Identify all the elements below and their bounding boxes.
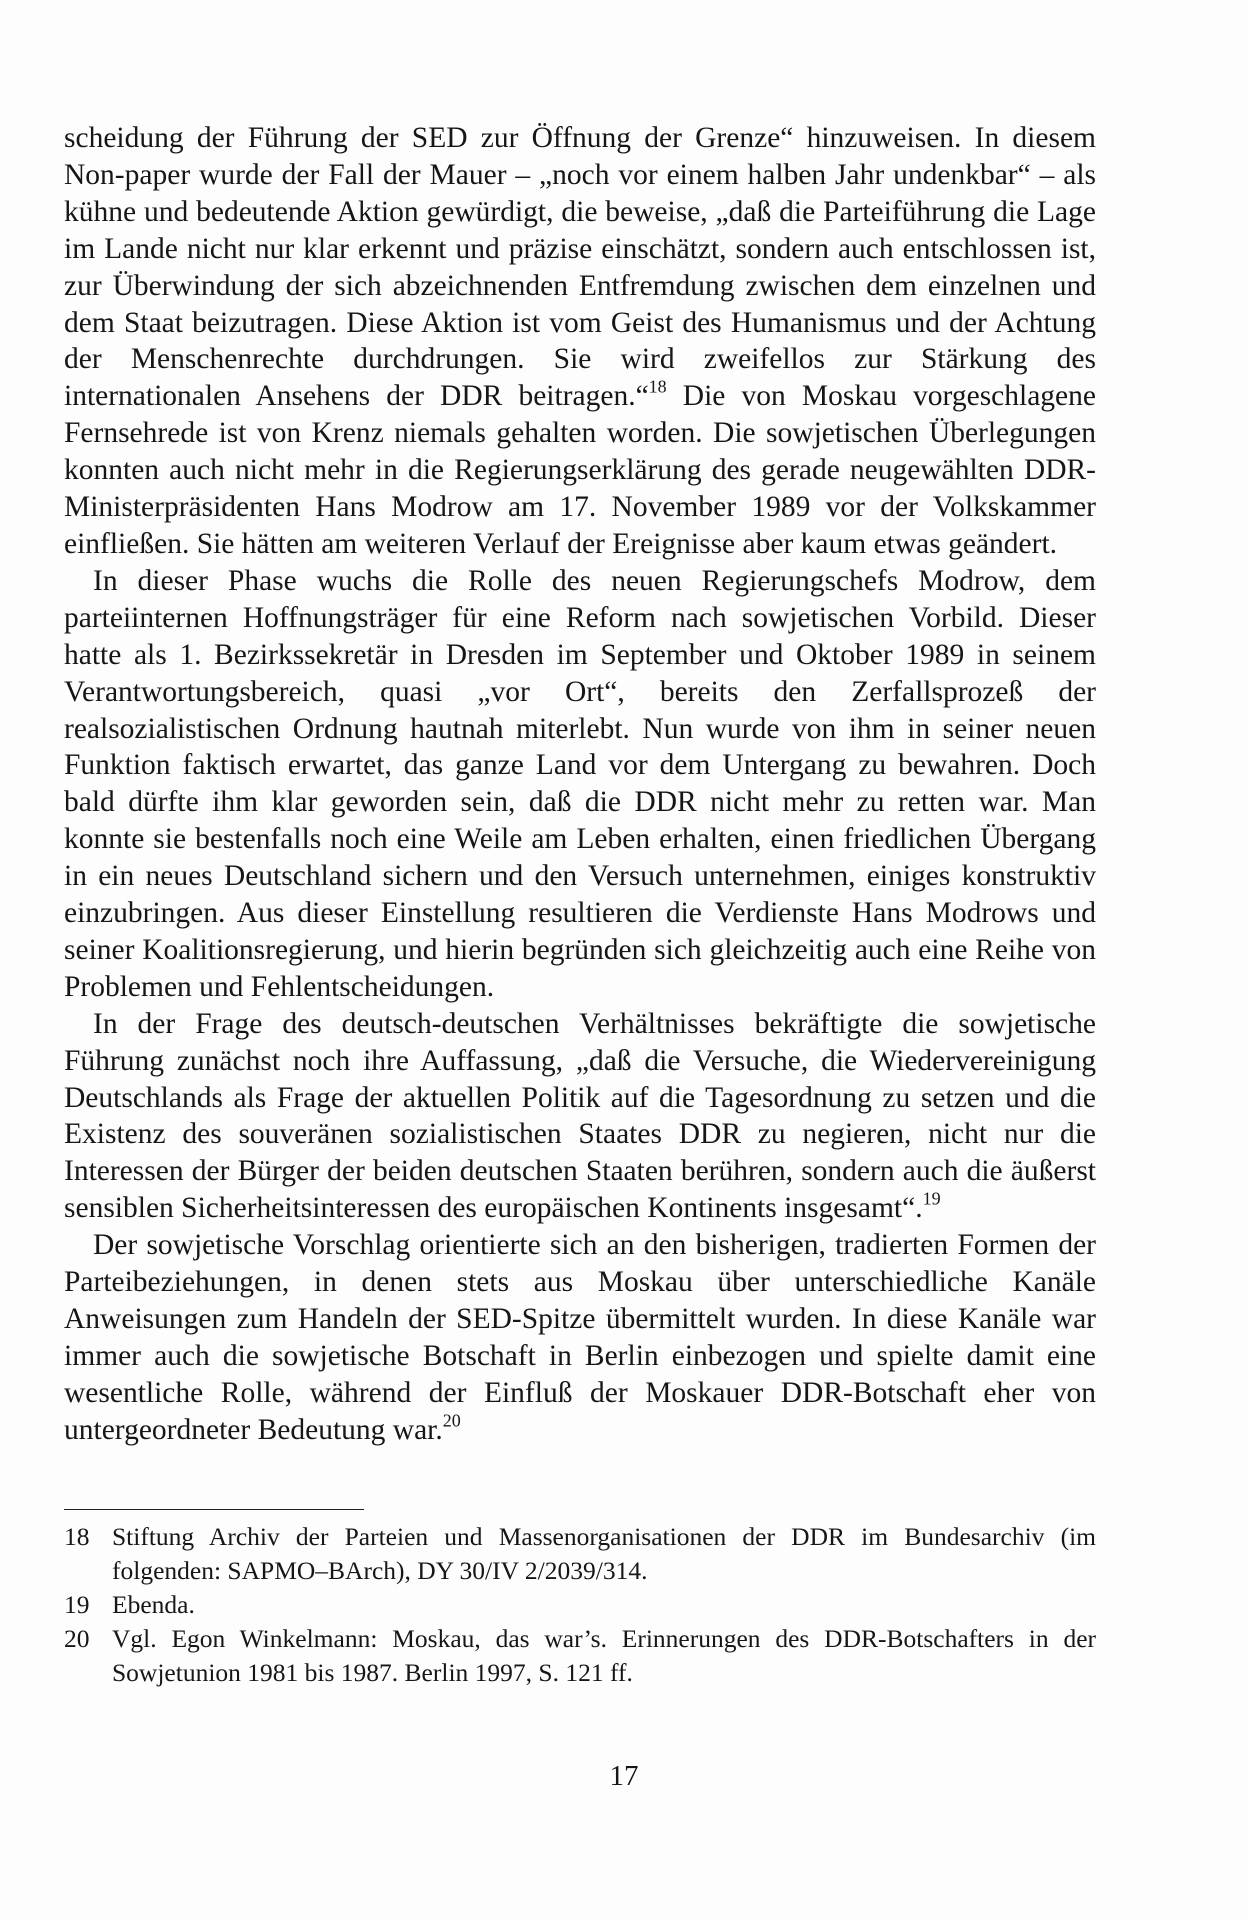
paragraph-text: scheidung der Führung der SED zur Öffnung der Grenze“ hinzuweisen. In diesem Non-paper wurde der Fall der Mauer – „noch vor einem halben Jahr undenkbar“ – als kühne und bedeutende Aktion gewürdigt, die beweise, „daß die Parteiführung die Lage im Lande nicht nur klar erkennt und präzise einschätzt, sondern auch entschlossen ist, zur Überwindung der sich abzeichnenden Entfremdung zwischen dem einzelnen und dem Staat beizutragen. Diese Aktion ist vom Geist des Humanismus und der Achtung der Menschenrechte durchdrungen. Sie wird zweifellos zur Stärkung des internationalen Ansehens der DDR beitragen.“ — [64, 122, 1096, 413]
paragraph-text: In dieser Phase wuchs die Rolle des neuen Regierungschefs Modrow, dem parteiinternen Hoffnungsträger für eine Reform nach sowjetischen Vorbild. Dieser hatte als 1. Bezirkssekretär in Dresden im September und Oktober 1989 in seinem Verantwortungsbereich, quasi „vor Ort“, bereits den Zerfallsprozeß der realsozialistischen Ordnung hautnah miterlebt. Nun wurde von ihm in seiner neuen Funktion faktisch erwartet, das ganze Land vor dem Untergang zu bewahren. Doch bald dürfte ihm klar geworden sein, daß die DDR nicht mehr zu retten war. Man konnte sie bestenfalls noch eine Weile am Leben erhalten, einen friedlichen Übergang in ein neues Deutschland sichern und den Versuch unternehmen, einiges konstruktiv einzubringen. Aus dieser Einstellung resultieren die Verdienste Hans Modrows und seiner Koalitionsregierung, und hierin begründen sich gleichzeitig auch eine Reihe von Problemen und Fehlentscheidungen. — [64, 564, 1096, 1003]
footnote-separator — [64, 1509, 364, 1510]
paragraph — [64, 1006, 1096, 1227]
footnote-reference: 18 — [648, 376, 667, 397]
paragraph — [64, 563, 1096, 1006]
footnote — [64, 1622, 1096, 1690]
footnote-reference: 20 — [442, 1410, 461, 1431]
footnote-number: 20 — [64, 1624, 90, 1653]
footnote-number: 18 — [64, 1522, 90, 1551]
footnote-text: Stiftung Archiv der Parteien und Massenorganisationen der DDR im Bundesarchiv (im folgenden: SAPMO–BArch), DY 30/IV 2/2039/314. — [112, 1522, 1096, 1585]
paragraph — [64, 120, 1096, 563]
footnote-text: Vgl. Egon Winkelmann: Moskau, das war’s. Erinnerungen des DDR-Botschafters in der Sowjetunion 1981 bis 1987. Berlin 1997, S. 121 ff. — [112, 1624, 1096, 1687]
paragraph-text: In der Frage des deutsch-deutschen Verhältnisses bekräftigte die sowjetische Führung zunächst noch ihre Auffassung, „daß die Versuche, die Wiedervereinigung Deutschlands als Frage der aktuellen Politik auf die Tagesordnung zu setzen und die Existenz des souveränen sozialistischen Staates DDR zu negieren, nicht nur die Interessen der Bürger der beiden deutschen Staaten berühren, sondern auch die äußerst sensiblen Sicherheitsinteressen des europäischen Kontinents insgesamt“. — [64, 1007, 1096, 1225]
footnote — [64, 1588, 1096, 1622]
footnote-number: 19 — [64, 1590, 90, 1619]
paragraph — [64, 1227, 1096, 1448]
footnote — [64, 1520, 1096, 1588]
page-number: 17 — [609, 1760, 639, 1792]
footnote-reference: 19 — [922, 1188, 941, 1209]
body-text — [64, 120, 1096, 1449]
paragraph-text: Die von Moskau vorgeschlagene Fernsehrede ist von Krenz niemals gehalten worden. Die sowjetischen Überlegungen konnten auch nicht mehr in die Regierungserklärung des gerade neugewählten DDR-Ministerpräsidenten Hans Modrow am 17. November 1989 vor der Volkskammer einfließen. Sie hätten am weiteren Verlauf der Ereignisse aber kaum etwas geändert. — [64, 380, 1096, 560]
footnote-text: Ebenda. — [112, 1590, 195, 1619]
footnotes — [64, 1520, 1096, 1690]
paragraph-text: Der sowjetische Vorschlag orientierte sich an den bisherigen, tradierten Formen der Parteibeziehungen, in denen stets aus Moskau über unterschiedliche Kanäle Anweisungen zum Handeln der SED-Spitze übermittelt wurden. In diese Kanäle war immer auch die sowjetische Botschaft in Berlin einbezogen und spielte damit eine wesentliche Rolle, während der Einfluß der Moskauer DDR-Botschaft eher von untergeordneter Bedeutung war. — [64, 1229, 1096, 1446]
